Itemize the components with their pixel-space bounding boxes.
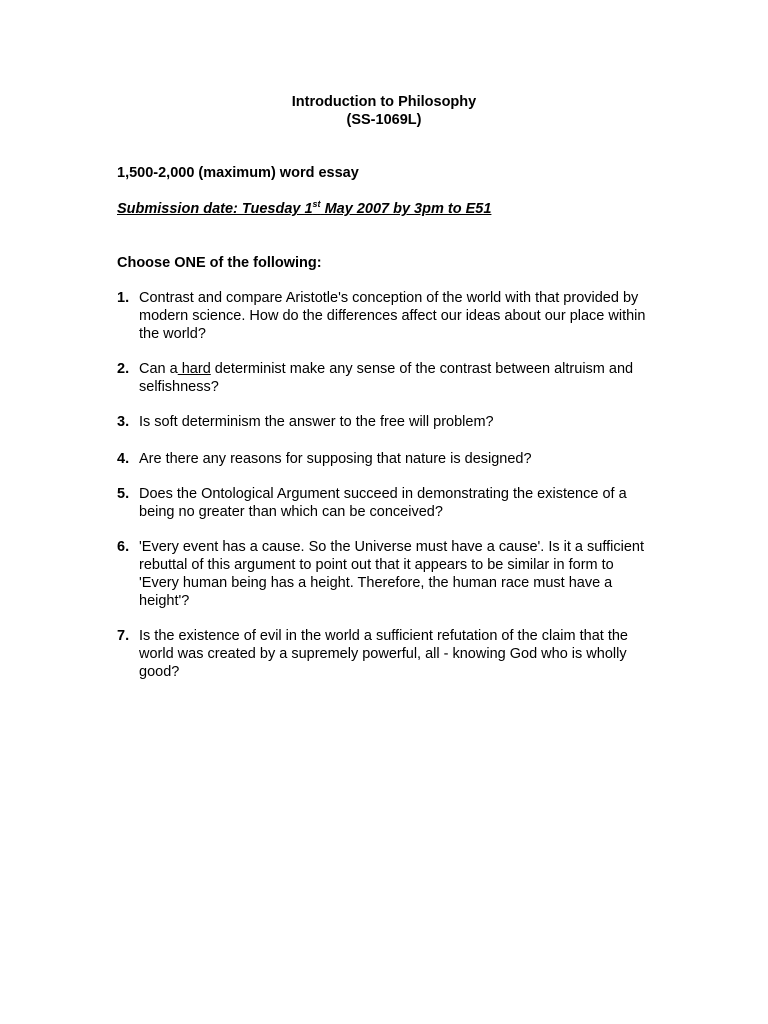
document-header — [0, 93, 768, 129]
question-text: Is soft determinism the answer to the free will problem? — [139, 414, 494, 430]
question-text-underlined: hard — [177, 361, 211, 377]
question-text-after: determinist make any sense of the contrast between altruism and selfishness? — [139, 361, 634, 395]
question-number: 2. — [117, 361, 130, 377]
submission-suffix: May 2007 by 3pm to E51 — [320, 201, 492, 217]
question-number: 7. — [117, 628, 130, 644]
question-text: Are there any reasons for supposing that nature is designed? — [139, 451, 532, 467]
question-text — [139, 360, 657, 396]
question-number: 6. — [117, 539, 130, 555]
course-title: Introduction to Philosophy — [291, 94, 477, 110]
submission-superscript: st — [312, 199, 321, 209]
submission-date — [117, 200, 491, 218]
course-code: (SS-1069L) — [346, 112, 422, 128]
question-text: 'Every event has a cause. So the Universe must have a cause'. Is it a sufficient rebuttal of this argument to point out that it appears to be similar in form to 'Every human being has a height. Therefore, the human race must have a height'? — [139, 539, 644, 609]
question-text: Contrast and compare Aristotle's conception of the world with that provided by modern science. How do the differences affect our ideas about our place within the world? — [139, 290, 646, 342]
question-number: 4. — [117, 451, 130, 467]
instruction-heading: Choose ONE of the following: — [117, 255, 322, 271]
question-number: 1. — [117, 290, 130, 306]
question-text: Is the existence of evil in the world a sufficient refutation of the claim that the world was created by a supremely powerful, all - knowing God who is wholly good? — [139, 628, 628, 680]
question-number: 3. — [117, 414, 130, 430]
question-text-before: Can a — [139, 361, 178, 377]
submission-prefix: Submission date: Tuesday 1 — [117, 201, 313, 217]
word-count-requirement: 1,500-2,000 (maximum) word essay — [117, 165, 359, 181]
question-number: 5. — [117, 486, 130, 502]
question-text: Does the Ontological Argument succeed in demonstrating the existence of a being no greater than which can be conceived? — [139, 486, 627, 520]
